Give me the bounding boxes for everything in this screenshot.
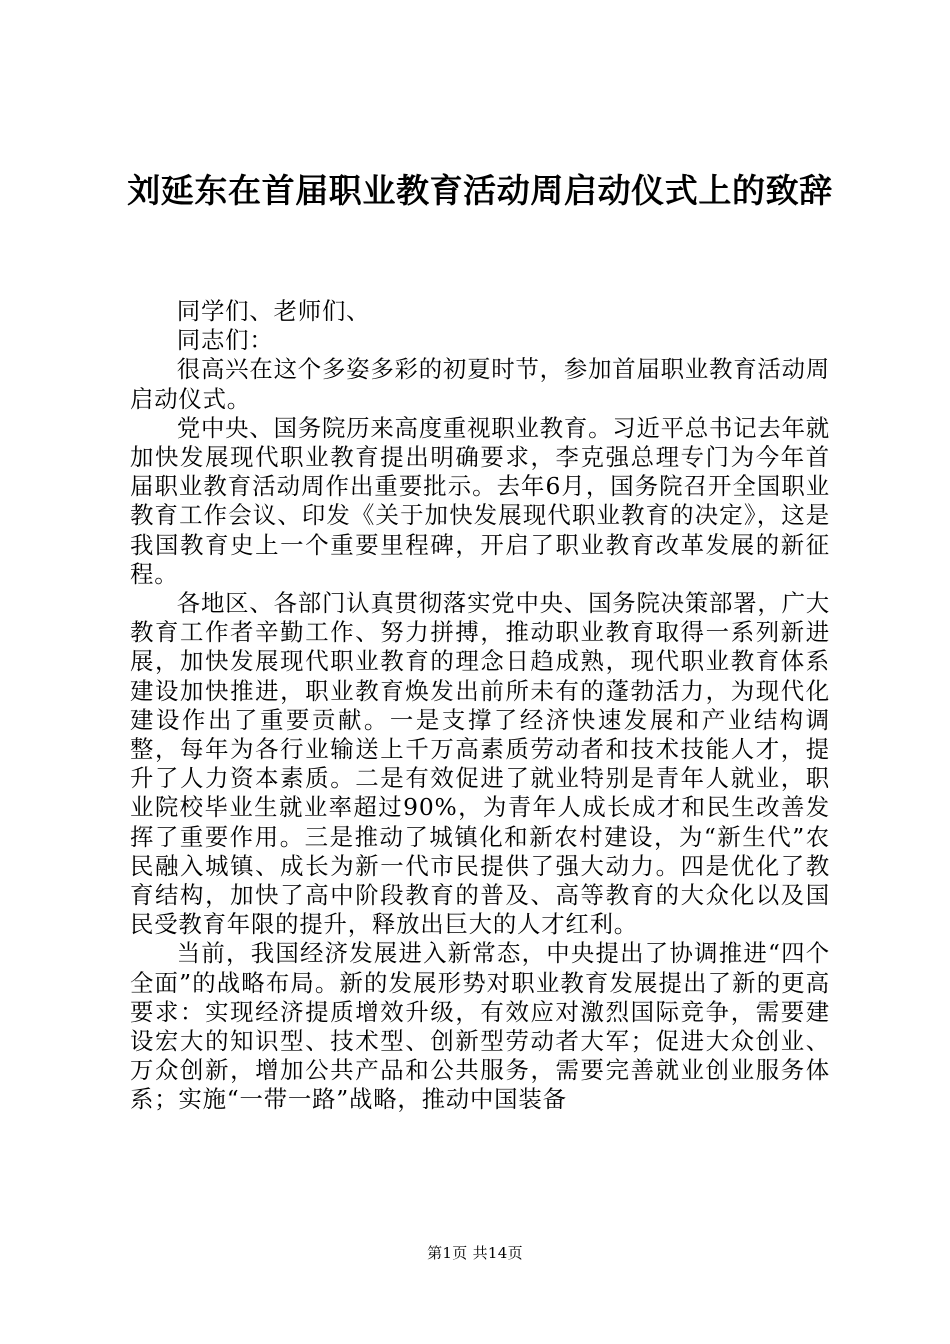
document-title: 刘延东在首届职业教育活动周启动仪式上的致辞 (127, 171, 833, 210)
page-footer: 第1页 共14页 (427, 1244, 523, 1262)
body-paragraph: 党中央、国务院历来高度重视职业教育。习近平总书记去年就加快发展现代职业教育提出明确要求，李克强总理专门为今年首届职业教育活动周作出重要批示。去年6月，国务院召开全国职业教育工作会议、印发《关于加快发展现代职业教育的决定》，这是我国教育史上一个重要里程碑，开启了职业教育改革发展的新征程。 (130, 413, 830, 588)
body-paragraph: 很高兴在这个多姿多彩的初夏时节，参加首届职业教育活动周启动仪式。 (130, 355, 830, 413)
body-paragraph: 各地区、各部门认真贯彻落实党中央、国务院决策部署，广大教育工作者辛勤工作、努力拼搏，推动职业教育取得一系列新进展，加快发展现代职业教育的理念日趋成熟，现代职业教育体系建设加快推进，职业教育焕发出前所未有的蓬勃活力，为现代化建设作出了重要贡献。一是支撑了经济快速发展和产业结构调整，每年为各行业输送上千万高素质劳动者和技术技能人才，提升了人力资本素质。二是有效促进了就业特别是青年人就业，职业院校毕业生就业率超过90%，为青年人成长成才和民生改善发挥了重要作用。三是推动了城镇化和新农村建设，为“新生代”农民融入城镇、成长为新一代市民提供了强大动力。四是优化了教育结构，加快了高中阶段教育的普及、高等教育的大众化以及国民受教育年限的提升，释放出巨大的人才红利。 (130, 589, 830, 939)
salutation-line-2: 同志们： (176, 326, 274, 355)
salutation-line-1: 同学们、老师们、 (176, 297, 371, 325)
document-body (130, 297, 830, 1115)
body-paragraph: 当前，我国经济发展进入新常态，中央提出了协调推进“四个全面”的战略布局。新的发展形势对职业教育发展提出了新的更高要求：实现经济提质增效升级，有效应对激烈国际竞争，需要建设宏大的知识型、技术型、创新型劳动者大军；促进大众创业、万众创新，增加公共产品和公共服务，需要完善就业创业服务体系；实施“一带一路”战略，推动中国装备 (130, 939, 830, 1114)
